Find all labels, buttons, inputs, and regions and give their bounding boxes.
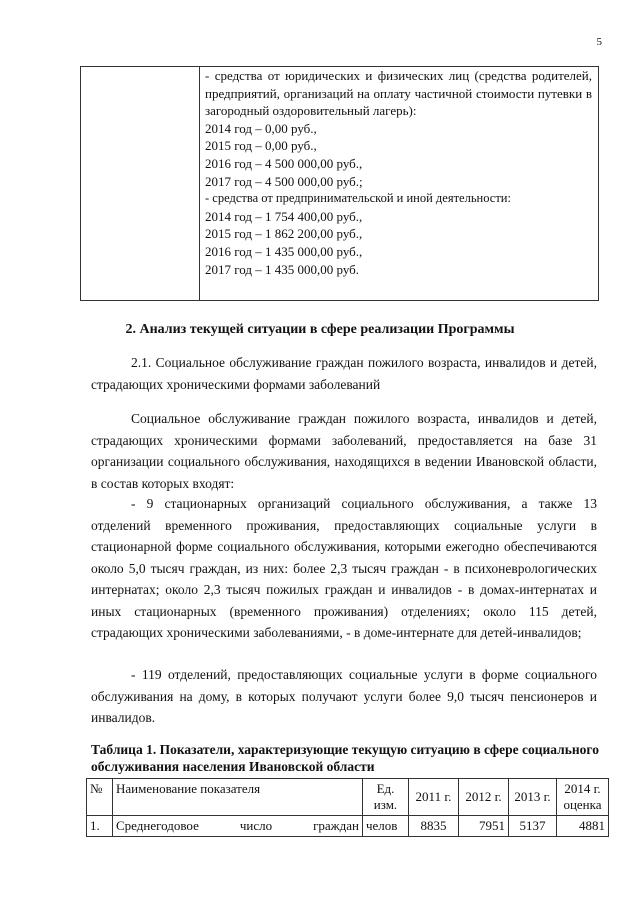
funding-line: 2015 год – 1 862 200,00 руб.,: [205, 226, 363, 242]
table-title: Таблица 1. Показатели, характеризующие текущую ситуацию в сфере социального обслуживания населения Ивановской области: [91, 742, 599, 774]
section-heading: 2. Анализ текущей ситуации в сфере реализации Программы: [125, 322, 515, 337]
column-divider: [199, 67, 200, 300]
funding-intro: - средства от юридических и физических лиц (средства родителей, предприятий, организаций на оплату частичной стоимости путевки в загородный оздоровительный лагерь):: [205, 68, 592, 119]
subsection-heading: [91, 352, 597, 395]
funding-line: 2014 год – 0,00 руб.,: [205, 120, 317, 136]
row-value-2013: 5137: [509, 816, 557, 837]
funding-line: 2016 год – 4 500 000,00 руб.,: [205, 155, 363, 171]
header-unit: Ед. изм.: [363, 779, 409, 816]
paragraph-home-service-text: - 119 отделений, предоставляющих социальные услуги в форме социального обслуживания на дому, в которых получают услуги более 9,0 тысяч пенсионеров и инвалидов.: [91, 667, 597, 725]
subsection-text: 2.1. Социальное обслуживание граждан пожилого возраста, инвалидов и детей, страдающих хроническими формами заболеваний: [91, 355, 597, 392]
header-2014: 2014 г. оценка: [557, 779, 609, 816]
row-value-2012: 7951: [459, 816, 509, 837]
funding-intro-b: - средства от предпринимательской и иной деятельности:: [205, 191, 511, 206]
paragraph-home-service: [91, 664, 597, 729]
paragraph-intro-text: Социальное обслуживание граждан пожилого возраста, инвалидов и детей, страдающих хроническими формами заболеваний, предоставляется на базе 31 организации социального обслуживания, находящихся в ведении Ивановской области, в состав которых входят:: [91, 411, 597, 491]
funding-line: 2017 год – 1 435 000,00 руб.: [205, 261, 360, 277]
indicators-table: [86, 778, 609, 837]
row-value-2014: 4881: [557, 816, 609, 837]
paragraph-stationary: [91, 493, 597, 644]
paragraph-intro: [91, 408, 597, 494]
header-name: Наименование показателя: [113, 779, 363, 816]
table-row: [87, 816, 609, 837]
header-2012: 2012 г.: [459, 779, 509, 816]
page-number: 5: [596, 36, 602, 48]
row-value-2011: 8835: [409, 816, 459, 837]
paragraph-stationary-text: - 9 стационарных организаций социального обслуживания, а также 13 отделений временного проживания, предоставляющих социальные услуги в стационарной форме социального обслуживания, которыми ежегодно обеспечиваются около 5,0 тысяч граждан, из них: более 2,3 тысяч граждан - в психоневрологических интернатах; около 2,3 тысяч пожилых граждан и инвалидов - в домах-интернатах и иных стационарных (временного проживания) отделениях; около 115 детей, страдающих хроническими заболеваниями, - в доме-интернате для детей-инвалидов;: [91, 496, 597, 640]
row-num: 1.: [87, 816, 113, 837]
funding-line: 2015 год – 0,00 руб.,: [205, 138, 317, 154]
funding-line: 2017 год – 4 500 000,00 руб.;: [205, 173, 363, 189]
header-2013: 2013 г.: [509, 779, 557, 816]
funding-line: 2014 год – 1 754 400,00 руб.,: [205, 208, 363, 224]
header-2011: 2011 г.: [409, 779, 459, 816]
funding-sources-box: [80, 66, 599, 301]
row-unit: челов: [363, 816, 409, 837]
row-name: Среднегодовое число граждан: [113, 816, 363, 837]
header-num: №: [87, 779, 113, 816]
funding-sources-list: [205, 67, 592, 278]
table-header-row: [87, 779, 609, 816]
funding-line: 2016 год – 1 435 000,00 руб.,: [205, 243, 363, 259]
